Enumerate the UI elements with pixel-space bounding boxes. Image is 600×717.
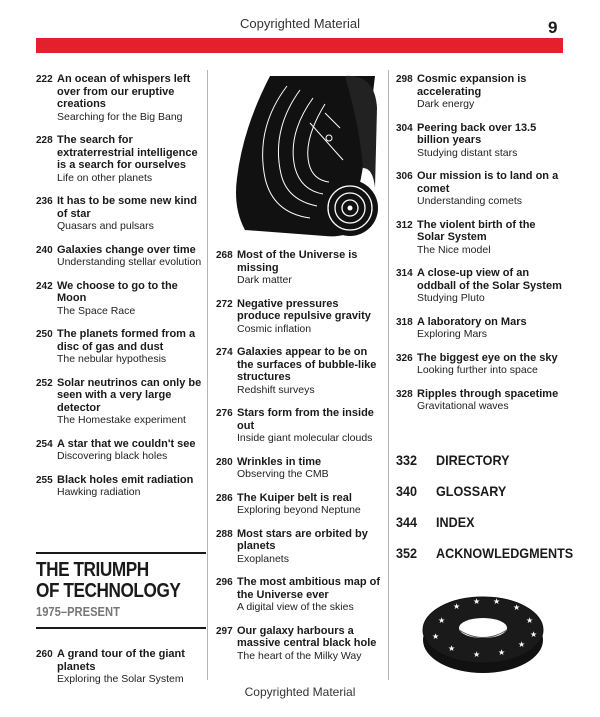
toc-title: The Kuiper belt is real [237, 491, 352, 504]
toc-page: 268 [216, 250, 233, 261]
toc-entry[interactable] [396, 316, 564, 341]
chapter-title-line-2: OF TECHNOLOGY [36, 580, 181, 602]
toc-subtitle: The heart of the Milky Way [237, 649, 362, 662]
toc-subtitle: Searching for the Big Bang [57, 110, 183, 123]
toc-page: 304 [396, 122, 413, 134]
toc-entry[interactable] [216, 249, 384, 287]
toc-title: Peering back over 13.5 billion years [417, 121, 537, 146]
toc-entry[interactable] [396, 122, 564, 160]
toc-entry[interactable] [36, 244, 202, 269]
toc-page: 274 [216, 347, 233, 358]
spacetime-scroll-illustration [225, 68, 385, 243]
svg-text:★: ★ [453, 602, 461, 611]
svg-text:★: ★ [438, 616, 446, 625]
toc-title: An ocean of whispers left over from our eruptive creations [57, 73, 191, 110]
toc-column-3 [396, 73, 564, 424]
toc-page: 272 [216, 298, 233, 310]
toc-page: 255 [36, 474, 53, 486]
toc-page: 228 [36, 135, 53, 146]
toc-title: Our galaxy harbours a massive central black hole [237, 624, 377, 649]
svg-text:★: ★ [473, 597, 481, 606]
toc-page: 236 [36, 196, 53, 207]
toc-title: A laboratory on Mars [417, 315, 527, 328]
toc-page: 296 [216, 577, 233, 588]
toc-title: We choose to go to the Moon [57, 279, 178, 304]
toc-page: 242 [36, 280, 53, 292]
toc-title: Black holes emit radiation [57, 473, 194, 486]
toc-page: 318 [396, 316, 413, 328]
toc-title: Most of the Universe is missing [237, 249, 358, 274]
toc-entry[interactable] [216, 298, 384, 336]
toc-subtitle: Studying distant stars [417, 146, 518, 159]
toc-column-1 [36, 73, 202, 510]
toc-page: 240 [36, 244, 53, 256]
toc-subtitle: Exploring Mars [417, 328, 488, 340]
toc-entry[interactable] [36, 195, 202, 233]
toc-title: A grand tour of the giant planets [57, 648, 185, 673]
svg-text:★: ★ [432, 632, 440, 641]
toc-page: 314 [396, 268, 413, 279]
toc-title: Ripples through spacetime [417, 387, 559, 400]
toc-entry[interactable] [216, 346, 384, 396]
svg-text:★: ★ [530, 630, 538, 639]
toc-title: Galaxies appear to be on the surfaces of bubble-like structures [237, 346, 377, 383]
toc-entry[interactable] [396, 388, 564, 413]
toc-title: Wrinkles in time [237, 455, 322, 468]
toc-page: 250 [36, 329, 53, 340]
toc-subtitle: Gravitational waves [417, 400, 509, 412]
toc-subtitle: A digital view of the skies [237, 601, 354, 613]
toc-title: Stars form from the inside out [237, 407, 374, 432]
toc-entry[interactable] [36, 648, 202, 686]
toc-title: Cosmic expansion is accelerating [417, 73, 527, 98]
back-matter-page: 340 [396, 483, 418, 499]
toc-subtitle: The Space Race [57, 304, 136, 317]
back-matter-label: INDEX [436, 514, 475, 530]
back-matter-page: 344 [396, 514, 418, 530]
toc-entry[interactable] [36, 134, 202, 184]
toc-entry[interactable] [36, 377, 202, 427]
back-matter-item[interactable] [396, 514, 588, 530]
back-matter-label: DIRECTORY [436, 452, 510, 468]
back-matter-page: 352 [396, 545, 418, 561]
chapter-heading [36, 552, 206, 629]
toc-title: Most stars are orbited by planets [237, 527, 368, 552]
toc-subtitle: Understanding stellar evolution [57, 256, 202, 268]
toc-entry[interactable] [36, 280, 202, 318]
toc-subtitle: Observing the CMB [237, 468, 329, 480]
toc-subtitle: The Nice model [417, 243, 491, 256]
toc-page: 222 [36, 74, 53, 85]
toc-entry[interactable] [216, 407, 384, 445]
toc-title: A close-up view of an oddball of the Solar System [417, 267, 562, 292]
toc-page: 260 [36, 649, 53, 660]
toc-entry[interactable] [396, 352, 564, 377]
toc-page: 297 [216, 625, 233, 637]
back-matter-label: ACKNOWLEDGMENTS [436, 545, 574, 561]
toc-page: 276 [216, 408, 233, 419]
chapter-title-line-1: THE TRIUMPH [36, 559, 149, 581]
toc-subtitle: The nebular hypothesis [57, 353, 167, 365]
svg-text:★: ★ [518, 640, 526, 649]
toc-subtitle: Dark matter [237, 274, 292, 286]
toc-page: 252 [36, 377, 53, 389]
chapter-rule [36, 627, 206, 629]
column-divider-left [207, 70, 208, 680]
toc-entry[interactable] [216, 625, 384, 663]
svg-text:★: ★ [448, 644, 456, 653]
toc-column-2 [216, 249, 384, 673]
toc-page: 280 [216, 456, 233, 468]
toc-title: Solar neutrinos can only be seen with a very large detector [57, 376, 202, 414]
svg-text:★: ★ [526, 616, 534, 625]
toc-subtitle: The Homestake experiment [57, 414, 186, 426]
toc-entry[interactable] [36, 328, 202, 366]
toc-subtitle: Understanding comets [417, 195, 523, 207]
header-watermark: Copyrighted Material [240, 16, 360, 31]
header-red-bar [36, 38, 563, 53]
toc-page: 326 [396, 352, 413, 364]
svg-text:★: ★ [473, 650, 481, 659]
toc-subtitle: Cosmic inflation [237, 322, 312, 335]
toc-title: The biggest eye on the sky [417, 351, 558, 364]
toc-subtitle: Exploring the Solar System [57, 673, 184, 685]
toc-title: It has to be some new kind of star [57, 195, 197, 220]
toc-title: The violent birth of the Solar System [417, 218, 536, 243]
toc-entry[interactable] [396, 267, 564, 305]
toc-entry[interactable] [396, 219, 564, 257]
toc-page: 312 [396, 219, 413, 231]
toc-subtitle: Quasars and pulsars [57, 220, 154, 232]
chapter-years: 1975–PRESENT [36, 604, 120, 619]
back-matter-label: GLOSSARY [436, 483, 507, 499]
toc-entry[interactable] [36, 438, 202, 463]
back-matter-item[interactable] [396, 545, 588, 561]
toc-page: 306 [396, 171, 413, 182]
column-divider-right [388, 70, 389, 680]
back-matter-item[interactable] [396, 483, 588, 499]
toc-entry[interactable] [216, 576, 384, 614]
toc-subtitle: Inside giant molecular clouds [237, 432, 373, 444]
toc-title: The search for extraterrestrial intelligence is a search for ourselves [57, 134, 198, 171]
toc-entry[interactable] [396, 73, 564, 111]
toc-subtitle: Dark energy [417, 98, 475, 110]
toc-subtitle: Looking further into space [417, 364, 538, 376]
toc-page: 328 [396, 388, 413, 400]
toc-title: The most ambitious map of the Universe ever [237, 576, 381, 601]
toc-entry[interactable] [36, 474, 202, 499]
toc-entry[interactable] [216, 456, 384, 481]
toc-entry[interactable] [216, 492, 384, 517]
toc-subtitle: Discovering black holes [57, 450, 168, 462]
starry-torus-illustration [418, 585, 548, 680]
toc-subtitle: Exploring beyond Neptune [237, 504, 361, 516]
toc-title: Galaxies change over time [57, 243, 196, 256]
svg-text:★: ★ [493, 597, 501, 606]
back-matter-list [396, 452, 588, 576]
back-matter-item[interactable] [396, 452, 588, 468]
toc-title: A star that we couldn't see [57, 437, 196, 450]
toc-page: 288 [216, 528, 233, 540]
back-matter-page: 332 [396, 452, 418, 468]
page-number: 9 [548, 18, 558, 37]
svg-text:★: ★ [513, 603, 521, 612]
toc-subtitle: Exoplanets [237, 552, 289, 565]
toc-page: 286 [216, 492, 233, 504]
toc-title: The planets formed from a disc of gas and dust [57, 328, 196, 353]
toc-entry[interactable] [216, 528, 384, 566]
toc-title: Negative pressures produce repulsive gravity [237, 297, 371, 322]
toc-page: 254 [36, 438, 53, 450]
toc-subtitle: Studying Pluto [417, 292, 485, 304]
toc-entry[interactable] [396, 170, 564, 208]
footer-watermark: Copyrighted Material [244, 685, 356, 699]
toc-subtitle: Life on other planets [57, 171, 153, 184]
toc-entry[interactable] [36, 73, 202, 123]
toc-page: 298 [396, 74, 413, 85]
toc-subtitle: Redshift surveys [237, 383, 315, 396]
svg-text:★: ★ [498, 648, 506, 657]
toc-subtitle: Hawking radiation [57, 486, 141, 498]
toc-title: Our mission is to land on a comet [417, 170, 559, 195]
